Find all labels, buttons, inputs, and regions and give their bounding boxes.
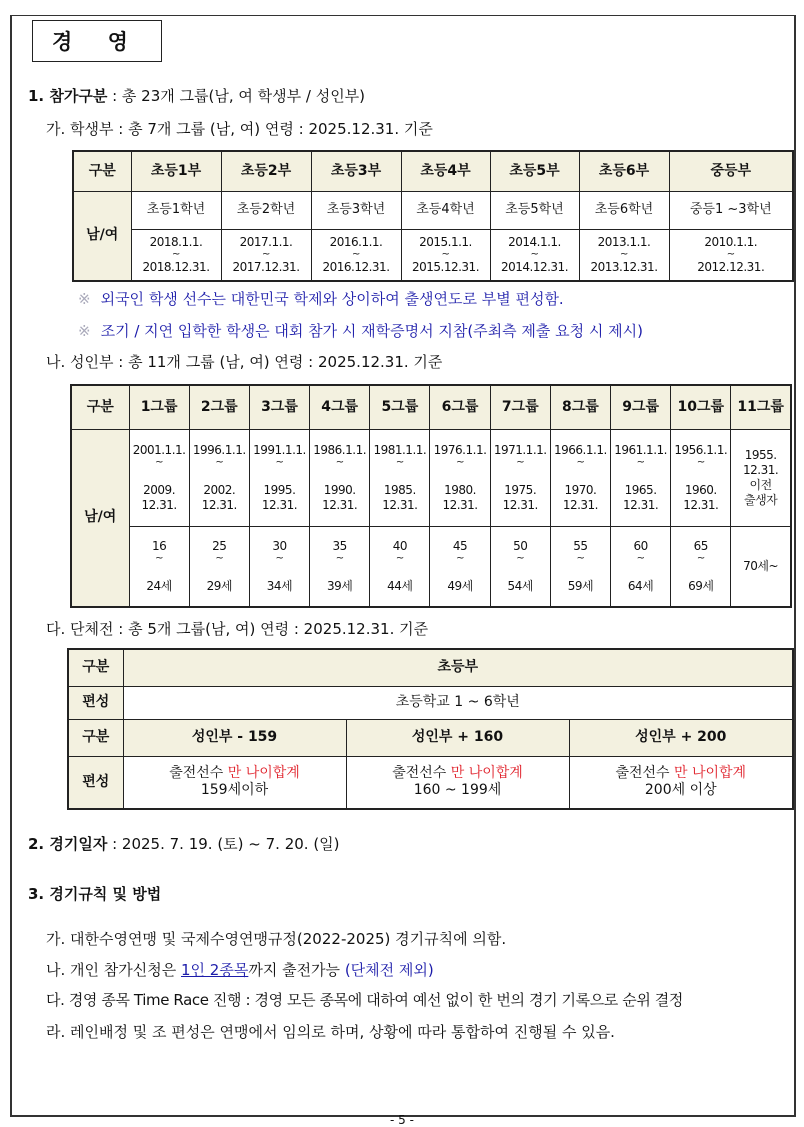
cell-text: 초등5학년 — [505, 201, 564, 217]
birth-range-cell — [669, 229, 793, 281]
student-label: 가. 학생부 : 총 7개 그룹 (남, 여) 연령 : 2025.12.31. 기준 — [46, 120, 433, 138]
cell-text: 65 — [693, 538, 708, 553]
tilde: ~ — [335, 456, 344, 468]
section1-heading: 1. 참가구분 — [28, 87, 108, 105]
cell-text: 출전선수 — [392, 764, 451, 781]
column-header — [401, 151, 490, 191]
team-group-header — [346, 719, 569, 756]
birth-range-cell — [311, 229, 401, 281]
age-sum-text: 만 나이합계 — [227, 764, 300, 781]
cell-text: 1981.1.1. — [373, 442, 427, 457]
cell-text: 8그룹 — [562, 398, 599, 415]
cell-text: 이전 — [749, 477, 772, 492]
cell-text: 12.31. — [623, 497, 659, 512]
adult-table — [70, 384, 792, 608]
tilde: ~ — [335, 552, 344, 564]
birth-range-cell — [189, 429, 249, 526]
cell-text: 2017.1.1. — [239, 234, 293, 249]
tilde: ~ — [636, 456, 645, 468]
cell-text: 160 ~ 199세 — [413, 782, 502, 799]
cell-text: 12.31. — [261, 497, 298, 512]
cell-text: 1961.1.1. — [614, 442, 667, 457]
tilde: ~ — [726, 248, 735, 260]
age-range-cell — [310, 526, 370, 607]
cell-text: 1971.1.1. — [493, 442, 547, 457]
grade-cell — [401, 191, 490, 229]
tilde: ~ — [516, 456, 525, 468]
cell-text: 12.31. — [442, 497, 478, 512]
tilde: ~ — [456, 456, 464, 468]
grade-cell — [131, 191, 221, 229]
cell-text: 초등6학년 — [594, 201, 654, 217]
cell-text: 12.31. — [683, 497, 719, 512]
cell-text: 40 — [392, 538, 407, 553]
header-pyeonseong: 편성 — [68, 756, 123, 809]
cell-text: 9그룹 — [622, 398, 659, 415]
birth-range-cell — [221, 229, 311, 281]
cell-text: 중등부 — [710, 162, 752, 179]
column-header — [249, 385, 309, 429]
tilde: ~ — [395, 456, 404, 468]
tilde: ~ — [636, 552, 645, 564]
cell-text: 2016.1.1. — [329, 234, 383, 249]
cell-text: 2018.1.1. — [149, 234, 203, 249]
cell-text: 2010.1.1. — [704, 234, 758, 249]
tilde: ~ — [275, 456, 284, 468]
grade-cell — [579, 191, 669, 229]
cell-text: 12.31. — [743, 462, 779, 477]
cell-text: 1995. — [263, 482, 296, 497]
row-label: 남/여 — [71, 429, 129, 607]
tilde: ~ — [395, 552, 404, 564]
cell-text: 5그룹 — [381, 398, 419, 415]
cell-text: 1996.1.1. — [192, 442, 246, 457]
tilde: ~ — [155, 456, 164, 468]
elementary-header: 초등부 — [123, 649, 793, 686]
section1-line — [28, 85, 365, 106]
cell-text: 12.31. — [141, 497, 177, 512]
team-group-desc — [123, 756, 346, 809]
cell-text: 2002. — [203, 482, 236, 497]
cell-text: 초등2학년 — [236, 201, 296, 217]
cell-text: 55 — [573, 538, 588, 553]
cell-text: 1그룹 — [140, 398, 178, 415]
cell-text: 초등3부 — [330, 162, 382, 179]
cell-text: 12.31. — [322, 497, 358, 512]
cell-text: 70세~ — [743, 558, 779, 573]
age-range-cell — [671, 526, 731, 607]
cell-text: 50 — [513, 538, 528, 553]
header-gubun: 구분 — [68, 719, 123, 756]
tilde: ~ — [576, 456, 585, 468]
cell-text: 2009. — [143, 482, 176, 497]
cell-text: 초등6부 — [598, 162, 650, 179]
header-corner: 구분 — [73, 151, 131, 191]
team-group-desc — [346, 756, 569, 809]
cell-text: 1986.1.1. — [313, 442, 367, 457]
cell-text: 16 — [151, 538, 167, 553]
tilde: ~ — [172, 248, 180, 260]
cell-text: 10그룹 — [677, 398, 725, 415]
cell-text: 29세 — [206, 578, 232, 593]
birth-range-cell — [430, 429, 490, 526]
cell-text: 44세 — [387, 578, 413, 593]
header-pyeonseong: 편성 — [68, 686, 123, 719]
age-range-cell — [550, 526, 610, 607]
cell-text: 2013.12.31. — [590, 259, 658, 274]
elementary-desc: 초등학교 1 ~ 6학년 — [123, 686, 793, 719]
section2-text: : 2025. 7. 19. (토) ~ 7. 20. (일) — [107, 835, 340, 853]
cell-text: 성인부 - 159 — [191, 728, 278, 745]
birth-range-cell — [611, 429, 671, 526]
cell-text: 2그룹 — [200, 398, 238, 415]
cell-text: 출전선수 — [169, 764, 228, 781]
birth-range-cell — [550, 429, 610, 526]
tilde: ~ — [696, 456, 705, 468]
team-label: 다. 단체전 : 총 5개 그룹(남, 여) 연령 : 2025.12.31. 기준 — [46, 620, 429, 638]
cell-text: 성인부 + 200 — [635, 728, 727, 745]
age-sum-text: 만 나이합계 — [674, 764, 747, 781]
column-header — [370, 385, 430, 429]
rule-c: 다. 경영 종목 Time Race 진행 : 경영 모든 종목에 대하여 예선 없이 한 번의 경기 기록으로 순위 결정 — [46, 991, 683, 1009]
tilde: ~ — [215, 456, 224, 468]
column-header — [671, 385, 731, 429]
header-gubun: 구분 — [68, 649, 123, 686]
cell-text: 11그룹 — [737, 398, 784, 415]
adult-label: 나. 성인부 : 총 11개 그룹 (남, 여) 연령 : 2025.12.31. 기준 — [46, 353, 443, 371]
age-sum-text: 만 나이합계 — [450, 764, 523, 781]
cell-text: 1960. — [684, 482, 717, 497]
cell-text: 12.31. — [562, 497, 598, 512]
tilde: ~ — [696, 552, 705, 564]
note-mark-icon: ※ — [78, 322, 91, 340]
birth-range-cell — [131, 229, 221, 281]
tilde: ~ — [262, 248, 270, 260]
column-header — [611, 385, 671, 429]
tilde: ~ — [155, 552, 164, 564]
cell-text: 성인부 + 160 — [411, 728, 504, 745]
grade-cell — [490, 191, 579, 229]
section3-heading: 3. 경기규칙 및 방법 — [28, 885, 162, 903]
rule-d: 라. 레인배정 및 조 편성은 연맹에서 임의로 하며, 상황에 따라 통합하여 진행될 수 있음. — [46, 1023, 615, 1041]
birth-range-cell — [579, 229, 669, 281]
age-range-cell — [731, 526, 791, 607]
tilde: ~ — [456, 552, 464, 564]
cell-text: 200세 이상 — [644, 782, 717, 799]
cell-text: 39세 — [326, 578, 353, 593]
birth-range-cell — [671, 429, 731, 526]
cell-text: 1965. — [624, 482, 657, 497]
cell-text: 45 — [452, 538, 468, 553]
birth-range-cell — [370, 429, 430, 526]
age-range-cell — [430, 526, 490, 607]
cell-text: 1966.1.1. — [554, 442, 607, 457]
column-header — [131, 151, 221, 191]
cell-text: 34세 — [266, 578, 293, 593]
birth-range-cell — [490, 429, 550, 526]
cell-text: 3그룹 — [261, 398, 298, 415]
cell-text: 초등5부 — [509, 162, 560, 179]
cell-text: 2001.1.1. — [132, 442, 186, 457]
column-header — [221, 151, 311, 191]
team-table — [67, 648, 794, 810]
cell-text: 2015.12.31. — [411, 259, 480, 274]
column-header — [490, 151, 579, 191]
team-group-desc — [569, 756, 793, 809]
tilde: ~ — [530, 248, 539, 260]
cell-text: 1990. — [323, 482, 356, 497]
cell-text: 2012.12.31. — [697, 259, 765, 274]
cell-text: 7그룹 — [501, 398, 539, 415]
page-number: - 5 - — [390, 1113, 414, 1127]
student-note-1: ※ 외국인 학생 선수는 대한민국 학제와 상이하여 출생연도로 부별 편성함. — [78, 290, 564, 308]
birth-range-cell — [490, 229, 579, 281]
page-title: 경 영 — [32, 20, 162, 62]
birth-range-cell — [310, 429, 370, 526]
cell-text: 2018.12.31. — [142, 259, 210, 274]
birth-range-cell — [129, 429, 189, 526]
tilde: ~ — [576, 552, 585, 564]
cell-text: 12.31. — [382, 497, 418, 512]
grade-cell — [311, 191, 401, 229]
cell-text: 초등2부 — [240, 162, 292, 179]
cell-text: 초등1부 — [150, 162, 202, 179]
cell-text: 35 — [332, 538, 347, 553]
rule-b: 나. 개인 참가신청은 1인 2종목까지 출전가능 (단체전 제외) — [46, 961, 434, 979]
cell-text: 159세이하 — [200, 782, 269, 799]
cell-text: 54세 — [507, 578, 533, 593]
column-header — [550, 385, 610, 429]
cell-text: 60 — [633, 538, 648, 553]
cell-text: 24세 — [146, 578, 172, 593]
cell-text: 2014.1.1. — [508, 234, 561, 249]
team-group-header — [569, 719, 793, 756]
grade-cell — [221, 191, 311, 229]
student-table — [72, 150, 794, 282]
note-mark-icon: ※ — [78, 290, 91, 308]
row-label: 남/여 — [73, 191, 131, 281]
age-range-cell — [370, 526, 430, 607]
cell-text: 초등3학년 — [326, 201, 386, 217]
cell-text: 49세 — [447, 578, 473, 593]
cell-text: 6그룹 — [441, 398, 479, 415]
birth-range-cell — [401, 229, 490, 281]
cell-text: 1976.1.1. — [433, 442, 487, 457]
cell-text: 출전선수 — [615, 764, 674, 781]
cell-text: 1985. — [383, 482, 416, 497]
tilde: ~ — [275, 552, 284, 564]
grade-cell — [669, 191, 793, 229]
age-range-cell — [249, 526, 309, 607]
cell-text: 25 — [212, 538, 227, 553]
rule-a: 가. 대한수영연맹 및 국제수영연맹규정(2022-2025) 경기규칙에 의함. — [46, 930, 507, 948]
column-header — [189, 385, 249, 429]
cell-text: 1975. — [504, 482, 537, 497]
cell-text: 2017.12.31. — [232, 259, 300, 274]
birth-range-cell — [731, 429, 791, 526]
cell-text: 1956.1.1. — [674, 442, 728, 457]
tilde: ~ — [620, 248, 628, 260]
cell-text: 12.31. — [201, 497, 237, 512]
cell-text: 1991.1.1. — [253, 442, 306, 457]
tilde: ~ — [441, 248, 450, 260]
age-range-cell — [611, 526, 671, 607]
cell-text: 12.31. — [502, 497, 538, 512]
cell-text: 초등4학년 — [416, 201, 475, 217]
cell-text: 64세 — [627, 578, 654, 593]
tilde: ~ — [516, 552, 525, 564]
age-range-cell — [189, 526, 249, 607]
column-header — [129, 385, 189, 429]
column-header — [490, 385, 550, 429]
tilde: ~ — [215, 552, 224, 564]
cell-text: 2015.1.1. — [419, 234, 472, 249]
student-note-2: ※ 조기 / 지연 입학한 학생은 대회 참가 시 재학증명서 지참(주최측 제출 요청 시 제시) — [78, 322, 644, 340]
cell-text: 2014.12.31. — [500, 259, 569, 274]
column-header — [731, 385, 791, 429]
column-header — [430, 385, 490, 429]
cell-text: 4그룹 — [321, 398, 359, 415]
cell-text: 중등1 ~3학년 — [689, 201, 772, 217]
cell-text: 출생자 — [743, 492, 778, 507]
section1-text: : 총 23개 그룹(남, 여 학생부 / 성인부) — [107, 87, 366, 105]
tilde: ~ — [352, 248, 360, 260]
event-limit-link: 1인 2종목 — [181, 961, 249, 979]
cell-text: 1980. — [444, 482, 476, 497]
cell-text: 2013.1.1. — [597, 234, 651, 249]
team-group-header — [123, 719, 346, 756]
section2-line — [28, 833, 340, 854]
column-header — [669, 151, 793, 191]
cell-text: 30 — [272, 538, 287, 553]
cell-text: 초등1학년 — [146, 201, 206, 217]
age-range-cell — [490, 526, 550, 607]
age-range-cell — [129, 526, 189, 607]
column-header — [579, 151, 669, 191]
cell-text: 1970. — [564, 482, 597, 497]
column-header — [310, 385, 370, 429]
cell-text: 59세 — [567, 578, 594, 593]
cell-text: 2016.12.31. — [322, 259, 390, 274]
cell-text: 69세 — [688, 578, 714, 593]
header-corner: 구분 — [71, 385, 129, 429]
cell-text: 1955. — [744, 447, 777, 462]
cell-text: 초등4부 — [420, 162, 471, 179]
column-header — [311, 151, 401, 191]
section2-heading: 2. 경기일자 — [28, 835, 108, 853]
birth-range-cell — [249, 429, 309, 526]
